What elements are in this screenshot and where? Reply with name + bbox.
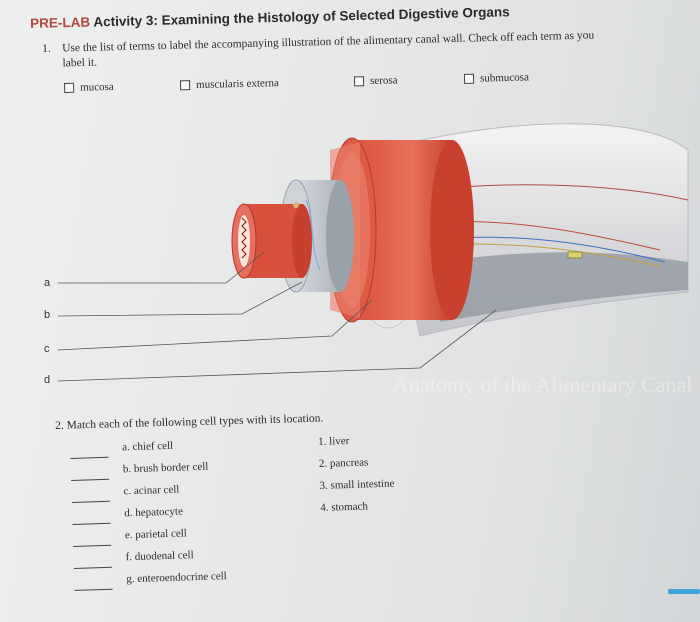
cell-type-label: a. chief cell	[121, 439, 174, 454]
location-list	[318, 432, 441, 526]
answer-blank[interactable]	[72, 501, 110, 503]
header-prefix: PRE-LAB	[30, 14, 91, 31]
cell-type-label: f. duodenal cell	[125, 549, 194, 564]
location-item: 2. pancreas	[318, 456, 369, 470]
question-1-number: 1.	[42, 42, 51, 55]
answer-blank[interactable]	[74, 567, 112, 569]
figure-label-c: c	[44, 343, 50, 355]
term-label: mucosa	[79, 80, 114, 94]
answer-blank[interactable]	[73, 545, 111, 547]
figure-faint-caption: Anatomy of the Alimentary Canal	[393, 372, 693, 397]
term-label: serosa	[369, 74, 398, 88]
cell-type-label: g. enteroendocrine cell	[126, 570, 227, 586]
answer-blank[interactable]	[75, 589, 113, 591]
cell-type-label: e. parietal cell	[124, 527, 188, 542]
cell-type-label: c. acinar cell	[123, 483, 180, 498]
header-title: Activity 3: Examining the Histology of Selected Digestive Organs	[93, 4, 510, 30]
cell-row	[74, 568, 295, 595]
location-item: 4. stomach	[320, 500, 369, 514]
location-item: 3. small intestine	[319, 477, 395, 492]
term-label: submucosa	[479, 71, 530, 85]
blue-highlight-mark	[668, 589, 700, 594]
answer-blank[interactable]	[70, 457, 108, 459]
figure-label-b: b	[44, 309, 51, 321]
question-2-text: Match each of the following cell types with its location.	[66, 412, 324, 432]
figure-label-d: d	[44, 374, 51, 386]
answer-blank[interactable]	[73, 523, 111, 525]
figure-label-a: a	[44, 277, 51, 289]
leader-line-b	[58, 282, 302, 316]
leader-line-c	[58, 300, 372, 350]
cell-type-label: d. hepatocyte	[124, 505, 184, 520]
answer-blank[interactable]	[71, 479, 109, 481]
question-1-text: Use the list of terms to label the accompanying illustration of the alimentary canal wall. Check off each term as you label it.	[62, 29, 595, 70]
cell-type-label: b. brush border cell	[122, 460, 209, 476]
term-label: muscularis externa	[195, 77, 279, 92]
location-item: 1. liver	[318, 435, 350, 448]
question-2-number: 2.	[55, 419, 64, 432]
